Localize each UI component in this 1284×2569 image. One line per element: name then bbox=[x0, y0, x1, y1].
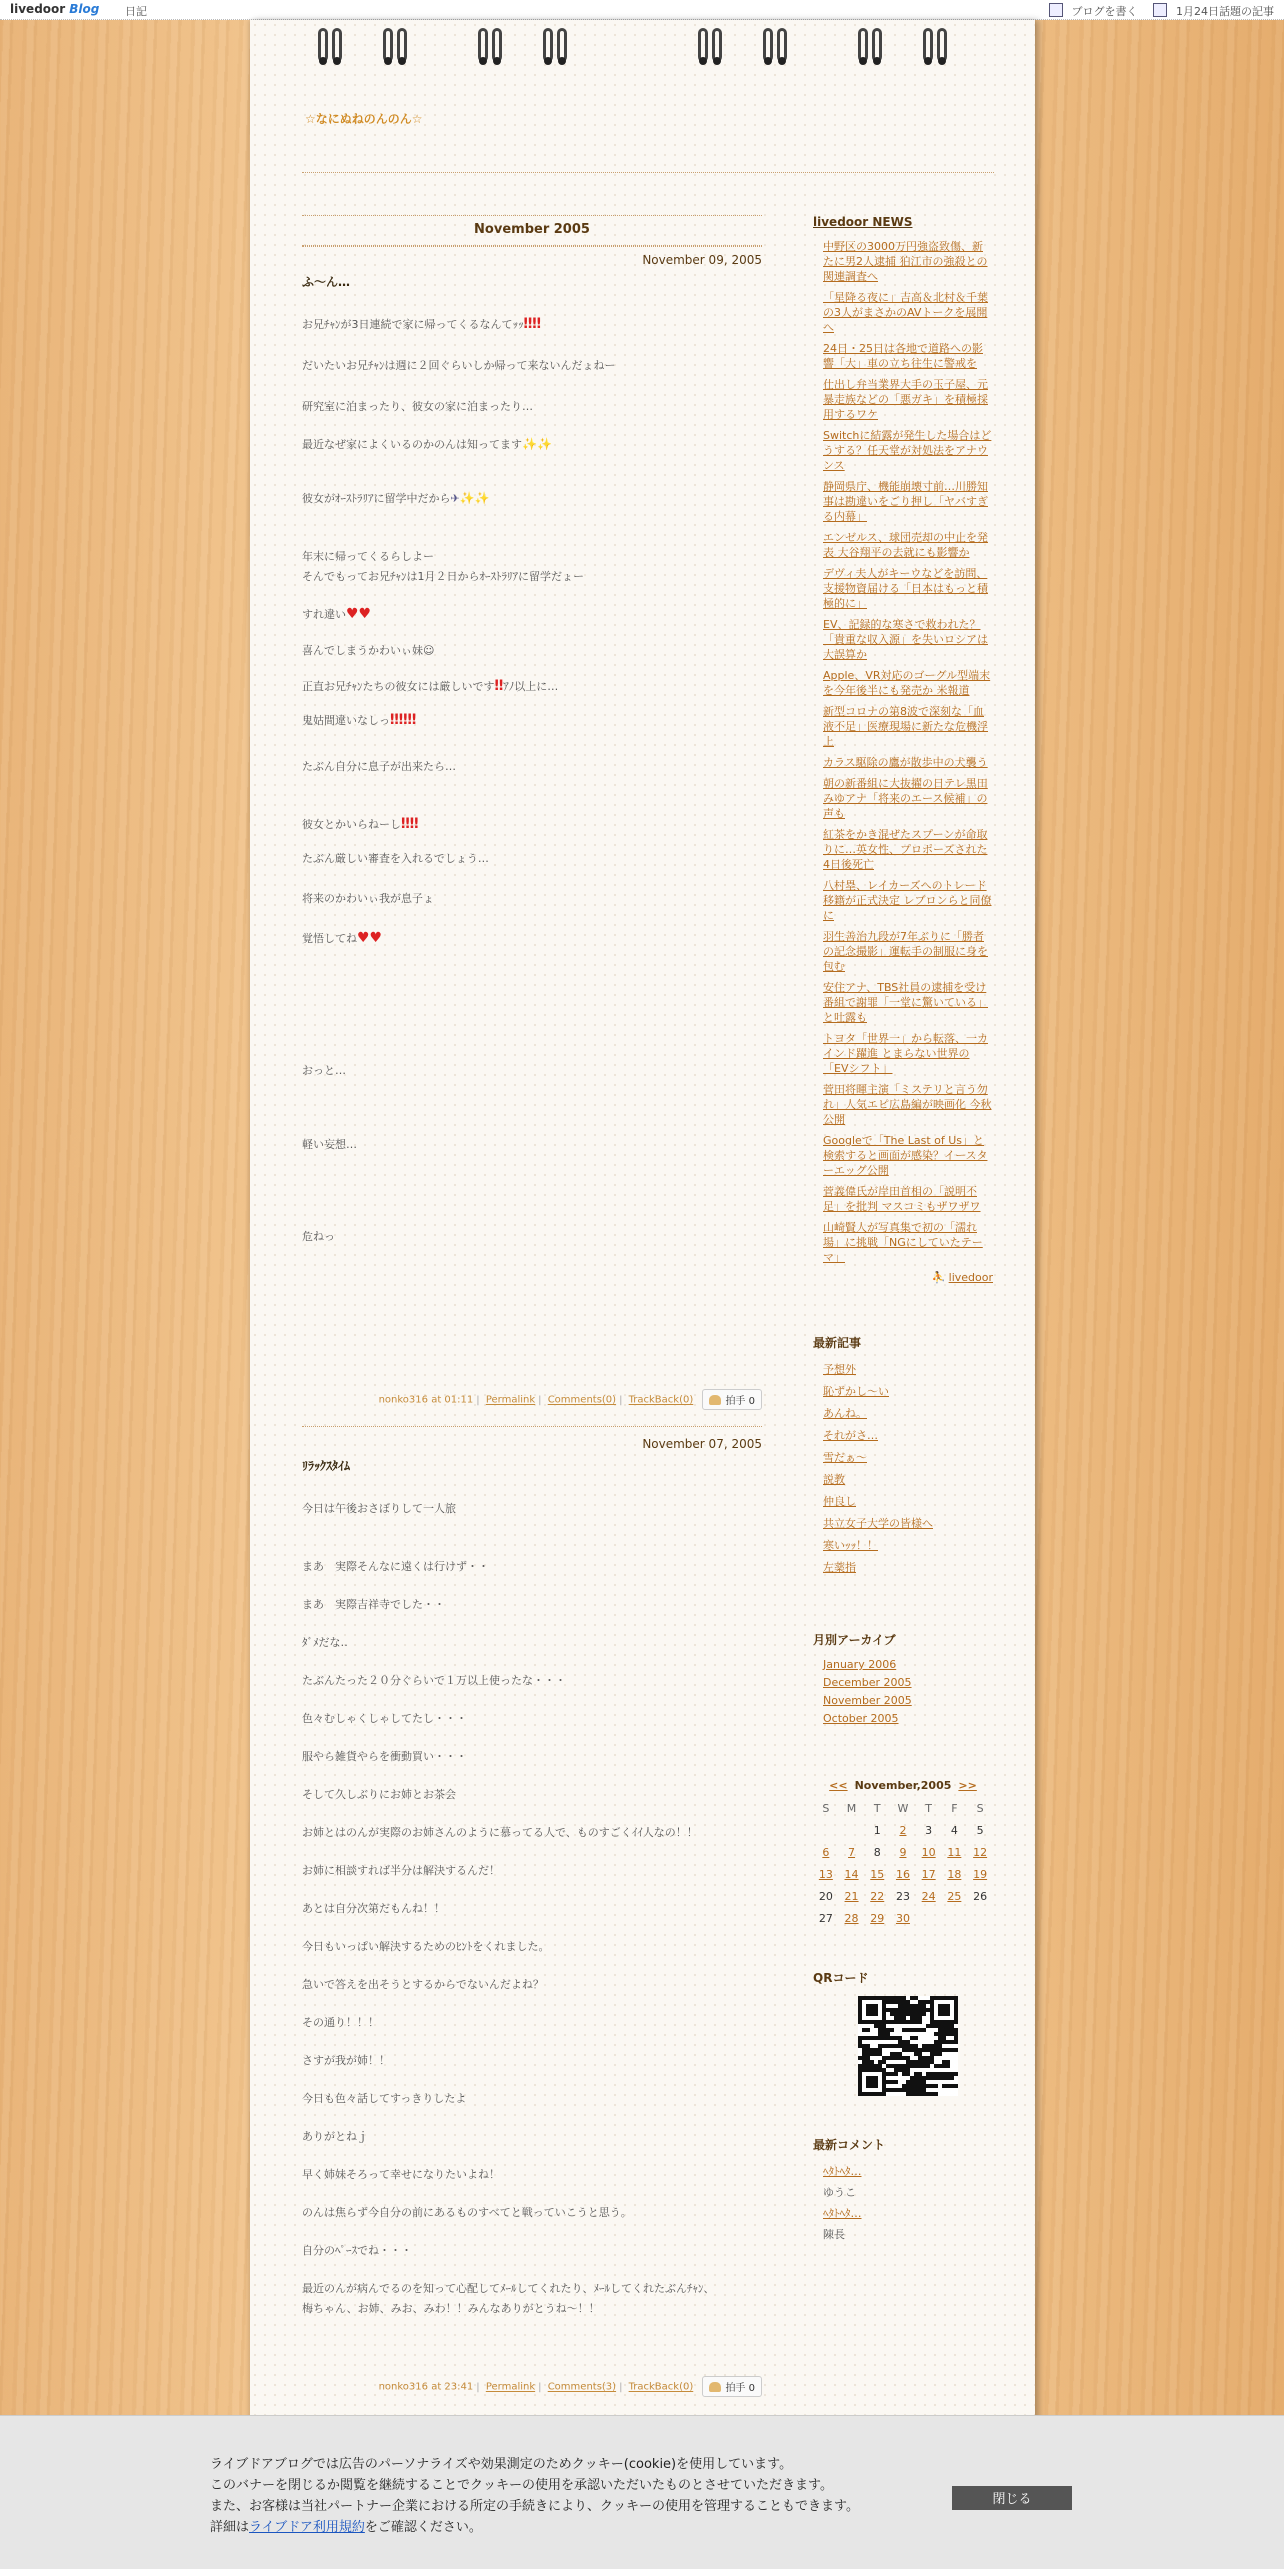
recent-post-link[interactable]: あんね。 bbox=[823, 1407, 867, 1420]
top-bar bbox=[0, 0, 1284, 20]
clap-hand-icon bbox=[709, 1395, 721, 1405]
post-line: 正直お兄ﾁｬﾝたちの彼女には厳しいです‼ｱﾉ以上に… bbox=[302, 678, 559, 694]
post-footer: nonko316 at 01:11 | Permalink | Comments(0) | TrackBack(0) 拍手 0 bbox=[302, 1389, 762, 1410]
recent-post-link[interactable]: 左薬指 bbox=[823, 1561, 856, 1574]
calendar-day: 8 bbox=[873, 1845, 881, 1859]
calendar-title: November,2005 bbox=[854, 1778, 952, 1792]
news-item[interactable]: 静岡県庁、機能崩壊寸前…川勝知事は勘違いをごり押し「ヤバすぎる内幕」 bbox=[823, 480, 988, 523]
post-1 bbox=[302, 253, 762, 1410]
post-line: 今日は午後おさぼりして一人旅 bbox=[302, 1502, 456, 1515]
post-line: 研究室に泊まったり、彼女の家に泊まったり… bbox=[302, 400, 533, 413]
calendar-next[interactable]: >> bbox=[958, 1778, 977, 1792]
post-line: のんは焦らず今自分の前にあるものすべてと戦っていこうと思う。 bbox=[302, 2206, 632, 2219]
exclamation-icon: ‼‼‼ bbox=[390, 712, 417, 728]
news-item[interactable]: 紅茶をかき混ぜたスプーンが命取りに…英女性、プロポーズされた4日後死亡 bbox=[823, 828, 988, 871]
calendar-day: 3 bbox=[925, 1823, 933, 1837]
calendar-day-link[interactable]: 25 bbox=[947, 1889, 962, 1903]
cookie-banner bbox=[0, 2415, 1284, 2569]
calendar-day: 26 bbox=[973, 1889, 988, 1903]
calendar-weekday: F bbox=[951, 1801, 958, 1815]
calendar-day-link[interactable]: 22 bbox=[870, 1889, 885, 1903]
calendar-day-link[interactable]: 6 bbox=[822, 1845, 830, 1859]
main-column bbox=[302, 215, 762, 2397]
recent-comment-link[interactable]: ﾍﾀﾄﾍﾀ… bbox=[823, 2207, 862, 2220]
news-item[interactable]: デヴィ夫人がキーウなどを訪問、支援物資届ける「日本はもっと積極的に」 bbox=[823, 567, 988, 610]
post-author[interactable]: nonko316 at 23:41 bbox=[378, 2381, 474, 2393]
calendar-day-link[interactable]: 10 bbox=[921, 1845, 936, 1859]
news-item[interactable]: 朝の新番組に大抜擢の日テレ黒田みゆアナ「将来のエース候補」の声も bbox=[823, 777, 988, 820]
news-item[interactable]: 中野区の3000万円強盗致傷、新たに男2人逮捕 狛江市の強殺との関連調査へ bbox=[823, 240, 988, 283]
news-item[interactable]: 安住アナ、TBS社員の逮捕を受け番組で謝罪「一堂に驚いている」と吐露も bbox=[823, 981, 988, 1024]
calendar-day-link[interactable]: 17 bbox=[921, 1867, 936, 1881]
news-item[interactable]: Apple、VR対応のゴーグル型端末を今年後半にも発売か 米報道 bbox=[823, 669, 991, 697]
calendar-day-link[interactable]: 24 bbox=[921, 1889, 936, 1903]
trending-link[interactable]: 1月24日話題の記事 bbox=[1147, 5, 1274, 18]
clap-button[interactable]: 拍手 0 bbox=[702, 1389, 762, 1410]
cookie-text: ライブドアブログでは広告のパーソナライズや効果測定のためクッキー(cookie)を使用しています。 このバナーを閉じるか閲覧を継続することでクッキーの使用を承認いただいたものとさせていただきます。 また、お客様は当社パートナー企業における所定の手続きにより、クッキーの使用を管理することもできます。 詳細はライブドア利用規約をご確認ください。 bbox=[210, 2457, 859, 2535]
post-line: 危ねっ bbox=[302, 1230, 335, 1243]
post-line: 将来のかわいぃ我が息子ょ bbox=[302, 892, 434, 905]
heart-icon: ♥♥ bbox=[346, 606, 372, 622]
post-line: 急いで答えを出そうとするからでないんだよね？ bbox=[302, 1978, 544, 1991]
news-item[interactable]: 仕出し弁当業界大手の玉子屋、元暴走族などの「悪ガキ」を積極採用するワケ bbox=[823, 378, 988, 421]
post-line: お姉に相談すれば半分は解決するんだ！ bbox=[302, 1864, 500, 1877]
recent-post-link[interactable]: 仲良し bbox=[823, 1495, 856, 1508]
post-line: あとは自分次第だもんね！！ bbox=[302, 1902, 445, 1915]
calendar-day-link[interactable]: 2 bbox=[899, 1823, 907, 1837]
news-item[interactable]: 「星降る夜に」吉高＆北村＆千葉の3人がまさかのAVトークを展開へ bbox=[823, 291, 988, 334]
sparkle-icon: ✨✨ bbox=[522, 437, 552, 451]
calendar-day: 23 bbox=[895, 1889, 910, 1903]
news-item[interactable]: Switchに結露が発生した場合はどうする？任天堂が対処法をアナウンス bbox=[823, 429, 992, 472]
recent-list bbox=[813, 1361, 993, 1575]
post-line: 服やら雑貨やらを衝動買い・・・ bbox=[302, 1750, 467, 1763]
heart-icon: ♥♥ bbox=[357, 930, 383, 946]
calendar-icon bbox=[1153, 3, 1167, 17]
post-line: 最近のんが病んでるのを知って心配してﾒｰﾙしてくれたり、ﾒｰﾙしてくれたぶんﾁｬﾝ、 bbox=[302, 2282, 715, 2295]
post-line: まあ 実際吉祥寺でした・・ bbox=[302, 1598, 445, 1611]
post-line: 今日も色々話してすっきりしたよ bbox=[302, 2092, 467, 2105]
post-line: たぶんたった２０分ぐらいで１万以上使ったな・・・ bbox=[302, 1674, 566, 1687]
exclamation-icon: ‼‼ bbox=[401, 816, 419, 832]
exclamation-icon: ‼ bbox=[494, 678, 504, 694]
airplane-icon: ✈ bbox=[450, 492, 460, 505]
calendar-day: 5 bbox=[976, 1823, 984, 1837]
permalink-link[interactable]: Permalink bbox=[485, 1394, 536, 1406]
post-line: 覚悟してね♥♥ bbox=[302, 930, 383, 946]
post-title: ふ～ん… bbox=[302, 275, 351, 289]
recent-comment-link[interactable]: 陳長 bbox=[823, 2228, 845, 2241]
cookie-close-button[interactable]: 閉じる bbox=[952, 2486, 1072, 2510]
comment-list bbox=[813, 2163, 993, 2242]
month-heading: November 2005 bbox=[302, 215, 762, 247]
diary-link[interactable]: 日記 bbox=[125, 5, 147, 18]
recent-comment-link[interactable]: ゆうこ bbox=[823, 2186, 856, 2199]
post-line: 彼女がｵｰｽﾄﾗﾘｱに留学中だから✈✨✨ bbox=[302, 491, 490, 505]
news-item[interactable]: 羽生善治九段が7年ぶりに「勝者の記念撮影」運転手の制服に身を包む bbox=[823, 930, 988, 973]
calendar-day: 27 bbox=[818, 1911, 833, 1925]
post-line: 最近なぜ家によくいるのかのんは知ってます✨✨ bbox=[302, 437, 552, 451]
news-item[interactable]: 新型コロナの第8波で深刻な「血液不足」医療現場に新たな危機浮上 bbox=[823, 705, 988, 748]
sidebar bbox=[813, 215, 993, 2247]
post-line: 喜んでしまうかわいぃ妹☺ bbox=[302, 644, 435, 657]
calendar-prev[interactable]: << bbox=[829, 1778, 848, 1792]
livedoor-icon: ⛹ bbox=[931, 1271, 946, 1284]
recent-post-link[interactable]: 予想外 bbox=[823, 1363, 856, 1376]
clap-hand-icon bbox=[709, 2382, 721, 2392]
post-line: 今日もいっぱい解決するためのﾋﾝﾄをくれました。 bbox=[302, 1940, 550, 1953]
post-line: ありがとねｊ bbox=[302, 2130, 368, 2143]
post-line: まあ 実際そんなに遠くは行けず・・ bbox=[302, 1560, 489, 1573]
post-divider bbox=[302, 1426, 762, 1427]
post-2 bbox=[302, 1437, 762, 2397]
post-line: たぶん厳しい審査を入れるでしょう… bbox=[302, 852, 489, 865]
news-item[interactable]: EV、記録的な寒さで救われた？「貴重な収入源」を失いロシアは大誤算か bbox=[823, 618, 988, 661]
news-list bbox=[813, 239, 993, 1265]
calendar-weekday: W bbox=[897, 1801, 909, 1815]
post-line: 色々むしゃくしゃしてたし・・・ bbox=[302, 1712, 467, 1725]
livedoor-blog-logo[interactable]: livedoor Blog bbox=[10, 2, 100, 16]
news-item[interactable]: Googleで「The Last of Us」と検索すると画面が感染？イースターエッグ公開 bbox=[823, 1134, 988, 1177]
calendar-day: 4 bbox=[950, 1823, 958, 1837]
news-item[interactable]: カラス駆除の鷹が散歩中の犬襲う bbox=[823, 756, 988, 769]
qr-code bbox=[858, 1996, 958, 2096]
post-line: 早く姉妹そろって幸せになりたいよね！ bbox=[302, 2168, 500, 2181]
recent-post-link[interactable]: 共立女子大学の皆様へ bbox=[823, 1517, 933, 1530]
calendar-day-link[interactable]: 28 bbox=[844, 1911, 859, 1925]
post-line: おっと… bbox=[302, 1064, 346, 1077]
calendar-day-link[interactable]: 30 bbox=[895, 1911, 910, 1925]
post-line: さすが我が姉！！ bbox=[302, 2054, 390, 2067]
calendar-day: 1 bbox=[873, 1823, 881, 1837]
trackback-link[interactable]: TrackBack(0) bbox=[628, 2381, 694, 2393]
post-line: そして久しぶりにお姉とお茶会 bbox=[302, 1788, 456, 1801]
news-item[interactable]: エンゼルス、球団売却の中止を発表 大谷翔平の去就にも影響か bbox=[823, 531, 988, 559]
post-line: お姉とはのんが実際のお姉さんのように慕ってる人で、ものすごくｲｲ人なの！！ bbox=[302, 1826, 698, 1839]
calendar-weekday: T bbox=[925, 1801, 933, 1815]
calendar-day: 20 bbox=[818, 1889, 833, 1903]
news-item[interactable]: 菅義偉氏が岸田首相の「説明不足」を批判 マスコミもザワザワ bbox=[823, 1185, 981, 1213]
trackback-link[interactable]: TrackBack(0) bbox=[628, 1394, 694, 1406]
news-heading[interactable]: livedoor NEWS bbox=[813, 215, 913, 229]
spiral-rings bbox=[250, 20, 1035, 70]
calendar-day-link[interactable]: 16 bbox=[895, 1867, 910, 1881]
post-line: 年末に帰ってくるらしよー bbox=[302, 550, 434, 563]
archive-list bbox=[813, 1658, 993, 1725]
clap-button[interactable]: 拍手 0 bbox=[702, 2376, 762, 2397]
livedoor-credit[interactable]: ⛹ livedoor bbox=[931, 1271, 993, 1284]
comments-link[interactable]: Comments(3) bbox=[547, 2381, 617, 2393]
news-item[interactable]: 八村塁、レイカーズへのトレード移籍が正式決定 レブロンらと同僚に bbox=[823, 879, 992, 922]
calendar-day-link[interactable]: 13 bbox=[818, 1867, 833, 1881]
post-line: 軽い妄想… bbox=[302, 1138, 357, 1151]
archive-link[interactable]: October 2005 bbox=[823, 1712, 899, 1725]
post-line: 梅ちゃん、お姉、みお、みわ！！みんなありがとうね～！！ bbox=[302, 2302, 600, 2315]
calendar-weekday: S bbox=[822, 1801, 830, 1815]
post-date: November 07, 2005 bbox=[642, 1437, 762, 1451]
post-line: そんでもってお兄ﾁｬﾝは1月２日からｵｰｽﾄﾗﾘｱに留学だょー bbox=[302, 570, 584, 583]
calendar-weekday: M bbox=[846, 1801, 857, 1815]
calendar-day-link[interactable]: 19 bbox=[973, 1867, 988, 1881]
post-line: 自分のﾍﾟｰｽでね・・・ bbox=[302, 2244, 412, 2257]
archive-link[interactable]: January 2006 bbox=[823, 1658, 897, 1671]
post-line: 彼女とかいらねーし‼‼ bbox=[302, 816, 419, 832]
exclamation-icon: ‼‼ bbox=[523, 316, 542, 332]
pencil-icon bbox=[1049, 3, 1063, 17]
recent-post-link[interactable]: 説教 bbox=[823, 1473, 845, 1486]
archive-link[interactable]: November 2005 bbox=[823, 1694, 912, 1707]
terms-link[interactable]: ライブドア利用規約 bbox=[249, 2520, 365, 2535]
calendar-day-link[interactable]: 21 bbox=[844, 1889, 859, 1903]
write-blog-link[interactable]: ブログを書く bbox=[1043, 5, 1138, 18]
qr-heading: QRコード bbox=[813, 1971, 869, 1985]
calendar bbox=[813, 1773, 993, 1929]
comments-link[interactable]: Comments(0) bbox=[547, 1394, 617, 1406]
calendar-weekday: S bbox=[976, 1801, 984, 1815]
calendar-day-link[interactable]: 7 bbox=[848, 1845, 856, 1859]
recent-post-link[interactable]: 寒いｯｯ！！ bbox=[823, 1539, 878, 1552]
post-line: たぶん自分に息子が出来たら… bbox=[302, 760, 456, 773]
post-line: その通り！！！ bbox=[302, 2016, 379, 2029]
permalink-link[interactable]: Permalink bbox=[485, 2381, 536, 2393]
calendar-day-link[interactable]: 9 bbox=[899, 1845, 907, 1859]
header-divider bbox=[302, 172, 994, 173]
recent-post-link[interactable]: それがさ… bbox=[823, 1429, 878, 1442]
recent-comment-link[interactable]: ﾍﾀﾄﾍﾀ… bbox=[823, 2165, 862, 2178]
comments-heading: 最新コメント bbox=[813, 2138, 886, 2152]
news-item[interactable]: 山崎賢人が写真集で初の「濡れ場」に挑戦「NGにしていたテーマ」 bbox=[823, 1221, 983, 1264]
post-line: 鬼姑間違いなしっ‼‼‼ bbox=[302, 712, 417, 728]
post-date: November 09, 2005 bbox=[642, 253, 762, 267]
post-line: お兄ﾁｬﾝが3日連続で家に帰ってくるなんてｯｯ‼‼ bbox=[302, 316, 542, 332]
recent-post-link[interactable]: 恥ずかし～い bbox=[823, 1385, 889, 1398]
post-title: ﾘﾗｯｸｽﾀｲﾑ bbox=[302, 1459, 351, 1473]
post-line: だいたいお兄ﾁｬﾝは週に２回ぐらいしか帰って来ないんだょねー bbox=[302, 359, 616, 372]
news-item[interactable]: 菅田将暉主演「ミステリと言う勿れ」人気エピ広島編が映画化 今秋公開 bbox=[823, 1083, 992, 1126]
calendar-day-link[interactable]: 14 bbox=[844, 1867, 859, 1881]
calendar-day-link[interactable]: 12 bbox=[973, 1845, 988, 1859]
recent-post-link[interactable]: 雪だぁ～ bbox=[823, 1451, 867, 1464]
calendar-day-link[interactable]: 18 bbox=[947, 1867, 962, 1881]
smile-icon: ☺ bbox=[423, 644, 435, 657]
recent-heading: 最新記事 bbox=[813, 1336, 862, 1350]
post-footer: nonko316 at 23:41 | Permalink | Comments(3) | TrackBack(0) 拍手 0 bbox=[302, 2376, 762, 2397]
news-item[interactable]: 24日・25日は各地で道路への影響「大」車の立ち往生に警戒を bbox=[823, 342, 983, 370]
archive-heading: 月別アーカイブ bbox=[813, 1633, 896, 1647]
post-author[interactable]: nonko316 at 01:11 bbox=[378, 1394, 474, 1406]
news-item[interactable]: トヨタ「世界一」から転落、一カインド躍進 とまらない世界の「EVシフト」 bbox=[823, 1032, 988, 1075]
sparkle-icon: ✨✨ bbox=[459, 491, 490, 505]
archive-link[interactable]: December 2005 bbox=[823, 1676, 912, 1689]
post-line: すれ違い♥♥ bbox=[302, 606, 372, 622]
calendar-weekday: T bbox=[873, 1801, 881, 1815]
calendar-day-link[interactable]: 15 bbox=[870, 1867, 885, 1881]
post-line: ﾀﾞﾒだな‥ bbox=[302, 1636, 348, 1649]
blog-title[interactable]: ☆なにぬねのんのん☆ bbox=[305, 112, 423, 126]
calendar-day-link[interactable]: 11 bbox=[947, 1845, 962, 1859]
calendar-day-link[interactable]: 29 bbox=[870, 1911, 885, 1925]
blog-page bbox=[250, 20, 1035, 2420]
